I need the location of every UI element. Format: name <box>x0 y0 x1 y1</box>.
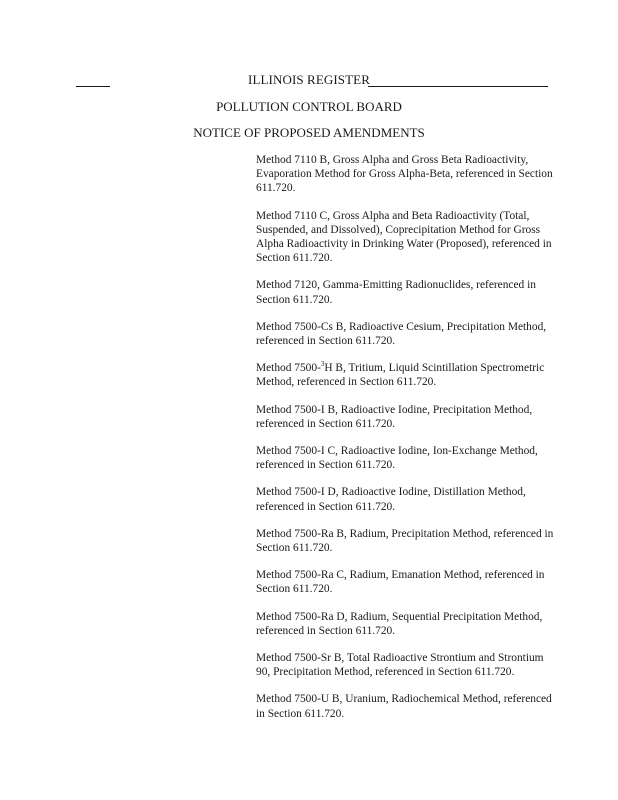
register-header <box>0 72 618 92</box>
method-item: Method 7500-I B, Radioactive Iodine, Precipitation Method, referenced in Section 611.720. <box>256 403 533 430</box>
method-item: Method 7500-I D, Radioactive Iodine, Distillation Method, referenced in Section 611.720. <box>256 486 526 513</box>
method-item: Method 7110 B, Gross Alpha and Gross Beta Radioactivity, Evaporation Method for Gross Alpha-Beta, referenced in Section 611.720. <box>256 154 553 195</box>
method-item: Method 7120, Gamma-Emitting Radionuclides, referenced in Section 611.720. <box>256 279 536 306</box>
notice-title: NOTICE OF PROPOSED AMENDMENTS <box>193 125 425 140</box>
method-item: Method 7500-U B, Uranium, Radiochemical Method, referenced in Section 611.720. <box>256 693 552 720</box>
method-item: Method 7110 C, Gross Alpha and Beta Radioactivity (Total, Suspended, and Dissolved), Coprecipitation Method for Gross Alpha Radioactivity in Drinking Water (Proposed), referenced in Section 611.720. <box>256 209 552 265</box>
method-item <box>256 361 556 389</box>
method-item: Method 7500-Cs B, Radioactive Cesium, Precipitation Method, referenced in Section 611.720. <box>256 320 547 348</box>
board-name: POLLUTION CONTROL BOARD <box>216 99 402 114</box>
method-superscript: 3 <box>320 360 325 369</box>
method-item: Method 7500-Ra C, Radium, Emanation Method, referenced in Section 611.720. <box>256 569 545 596</box>
method-list <box>256 153 556 734</box>
method-item: Method 7500-Ra B, Radium, Precipitation Method, referenced in Section 611.720. <box>256 527 554 555</box>
method-item: Method 7500-I C, Radioactive Iodine, Ion-Exchange Method, referenced in Section 611.720. <box>256 445 538 472</box>
method-item: Method 7500-Ra D, Radium, Sequential Precipitation Method, referenced in Section 611.720. <box>256 610 543 637</box>
method-text-prefix: Method 7500- <box>256 362 321 375</box>
header-rule-right <box>368 86 548 87</box>
register-title: ILLINOIS REGISTER <box>248 72 370 87</box>
method-text-suffix: H B, Tritium, Liquid Scintillation Spectrometric Method, referenced in Section 611.720. <box>256 362 545 389</box>
method-item: Method 7500-Sr B, Total Radioactive Strontium and Strontium 90, Precipitation Method, referenced in Section 611.720. <box>256 652 544 679</box>
